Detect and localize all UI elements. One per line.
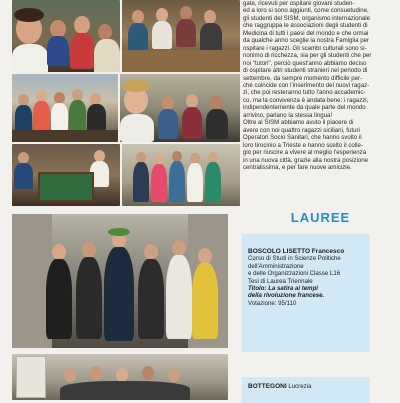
graduate-1-title-label: Titolo: <box>248 285 267 293</box>
article-paragraph-1-line: nonimo di ricchezza, sia per gli studenti che per <box>243 52 372 60</box>
article-paragraph-2-line: Oltre al SISM abbiamo avuto il piacere di <box>243 119 354 127</box>
article-paragraph-1-line: gli studenti del SISM, organismo internazionale <box>243 14 371 22</box>
graduate-1-thesis-2: della rivoluzione francese. <box>248 292 325 300</box>
photo-game-table <box>12 144 120 206</box>
article-paragraph-1-line: gate, ricevuti per ospitare giovani studen- <box>243 0 355 7</box>
graduate-1-degree: Tesi di Laurea Triennale <box>248 277 313 285</box>
article-paragraph-1-line: che raggruppa le associazioni degli studenti di <box>243 22 368 30</box>
photo-table-gathering <box>122 0 240 72</box>
section-title-lauree: LAUREE <box>290 210 351 225</box>
article-paragraph-2-line: in una nuova città, grazie alla nostra posizione <box>243 156 368 164</box>
photo-group-standing <box>122 144 240 206</box>
article-paragraph-1-line: Medicina di tutti i paesi del mondo e che ormai <box>243 29 369 37</box>
article-paragraph-2-line: loro tirocinio a Trieste e hanno scelto il colle- <box>243 141 363 149</box>
article-paragraph-1-line: zi, che poi resteranno tutto l'anno accademic- <box>243 89 366 97</box>
graduate-1-course-1: Corso di Studi in Scienze Politiche <box>248 255 341 263</box>
article-paragraph-2-line: gio per riuscire a vivere al meglio l'esperienza <box>243 149 367 157</box>
article-paragraph-2-line: centralissima, e per fare nuove amicizie. <box>243 163 352 171</box>
graduate-1-course-3: e delle Organizzazioni Classe L16 <box>248 270 341 278</box>
photo-graduation-group <box>12 214 228 348</box>
article-paragraph-2 <box>243 119 398 171</box>
graduate-1-surname: BOSCOLO LISETTO <box>248 248 310 255</box>
article-paragraph-1-line: co, ma la convivenza è andata bene: i ragazzi, <box>243 96 369 104</box>
article-paragraph-1 <box>243 0 398 119</box>
photo-selfie-outdoor <box>120 74 240 142</box>
article-paragraph-1-line: arrivino, parlano la stessa lingua! <box>243 111 333 119</box>
graduate-2-firstname: Lucrezia <box>288 383 312 390</box>
graduate-1-thesis-1: La satira ai tempi <box>268 285 319 293</box>
article-text <box>243 0 398 200</box>
photo-graduation-group-2 <box>12 354 228 400</box>
article-paragraph-1-line: da qualche anno sceglie la nostra Famiglia per <box>243 37 370 45</box>
article-paragraph-1-line: ed a loro si sono aggiunti, come consuetudine, <box>243 7 369 15</box>
photo-group-selfie <box>12 0 120 72</box>
article-paragraph-2-line: Operatori Socio Sanitari, che hanno svolto il <box>243 134 362 142</box>
graduate-panel-1 <box>242 234 370 352</box>
article-paragraph-1-line: indipendentemente da quale parte del mondo <box>243 104 366 112</box>
article-paragraph-1-line: ché coincide con l'inserimento dei nuovi ragaz- <box>243 81 370 89</box>
graduate-panel-2 <box>242 377 370 403</box>
article-paragraph-1-line: ospitare i ragazzi. Gli scambi culturali sono si- <box>243 44 367 52</box>
article-paragraph-1-line: settembre, da sempre momento difficile per- <box>243 74 363 82</box>
photo-terrace-group <box>12 74 118 142</box>
graduate-2-surname: BOTTEGONI <box>248 383 287 390</box>
graduate-1-firstname: Francesco <box>311 248 345 255</box>
article-paragraph-1-line: di ospitare altri studenti stranieri nel periodo di <box>243 67 368 75</box>
article-paragraph-2-line: avere con noi quattro ragazzi siciliani, futuri <box>243 126 360 134</box>
article-paragraph-1-line: noi "tutori", perciò quest'anno abbiamo deciso <box>243 59 367 67</box>
graduate-1-grade: Votazione: 95/110 <box>248 299 297 307</box>
graduate-1-course-2: dell'Amministrazione <box>248 262 304 270</box>
